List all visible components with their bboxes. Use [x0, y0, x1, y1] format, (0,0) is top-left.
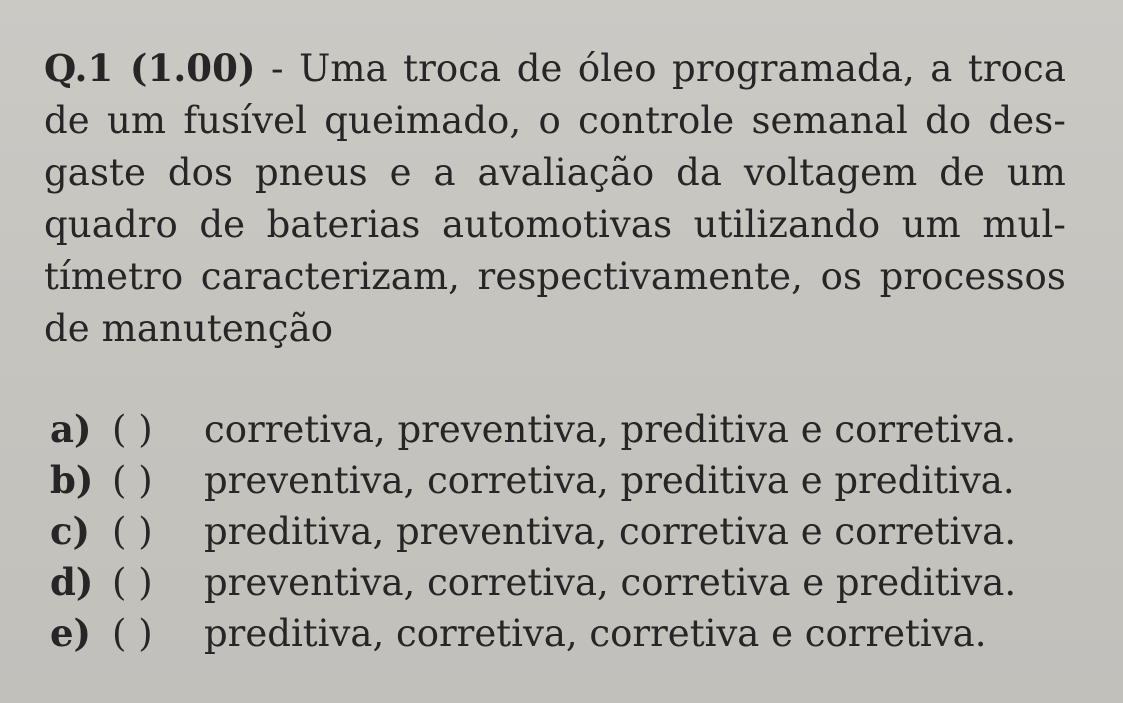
option-letter: d): [50, 560, 94, 604]
question-line-1: Q.1 (1.00) - Uma troca de óleo programada, a troca: [44, 46, 1067, 90]
option-checkbox[interactable]: ( ): [112, 510, 153, 553]
question-text: [44, 42, 1084, 355]
option-checkbox[interactable]: ( ): [112, 561, 153, 604]
question-line-3: gaste dos pneus e a avaliação da voltagem de um: [44, 151, 1066, 194]
question-line-5: tímetro caracterizam, respectivamente, os processos: [44, 255, 1066, 298]
option-checkbox[interactable]: ( ): [112, 408, 153, 451]
option-letter: a): [50, 407, 92, 451]
option-b[interactable]: [50, 455, 1090, 506]
option-text: preditiva, corretiva, corretiva e corretiva.: [204, 612, 987, 655]
option-e[interactable]: [50, 608, 1090, 659]
option-text: preventiva, corretiva, corretiva e preditiva.: [204, 561, 1017, 604]
option-c[interactable]: [50, 506, 1090, 557]
option-a[interactable]: [50, 404, 1090, 455]
option-text: corretiva, preventiva, preditiva e corretiva.: [204, 408, 1017, 451]
question-line-6: de manutenção: [44, 307, 334, 350]
question-header: Q.1 (1.00): [44, 46, 256, 90]
answer-options: [50, 404, 1090, 659]
option-checkbox[interactable]: ( ): [112, 612, 153, 655]
option-d[interactable]: [50, 557, 1090, 608]
option-text: preventiva, corretiva, preditiva e preditiva.: [204, 459, 1015, 502]
option-checkbox[interactable]: ( ): [112, 459, 153, 502]
option-letter: b): [50, 458, 94, 502]
option-text: preditiva, preventiva, corretiva e corretiva.: [204, 510, 1017, 553]
question-line-2: de um fusível queimado, o controle semanal do des-: [44, 99, 1066, 142]
question-line-4: quadro de baterias automotivas utilizando um mul-: [44, 203, 1066, 246]
option-letter: e): [50, 611, 92, 655]
option-letter: c): [50, 509, 91, 553]
